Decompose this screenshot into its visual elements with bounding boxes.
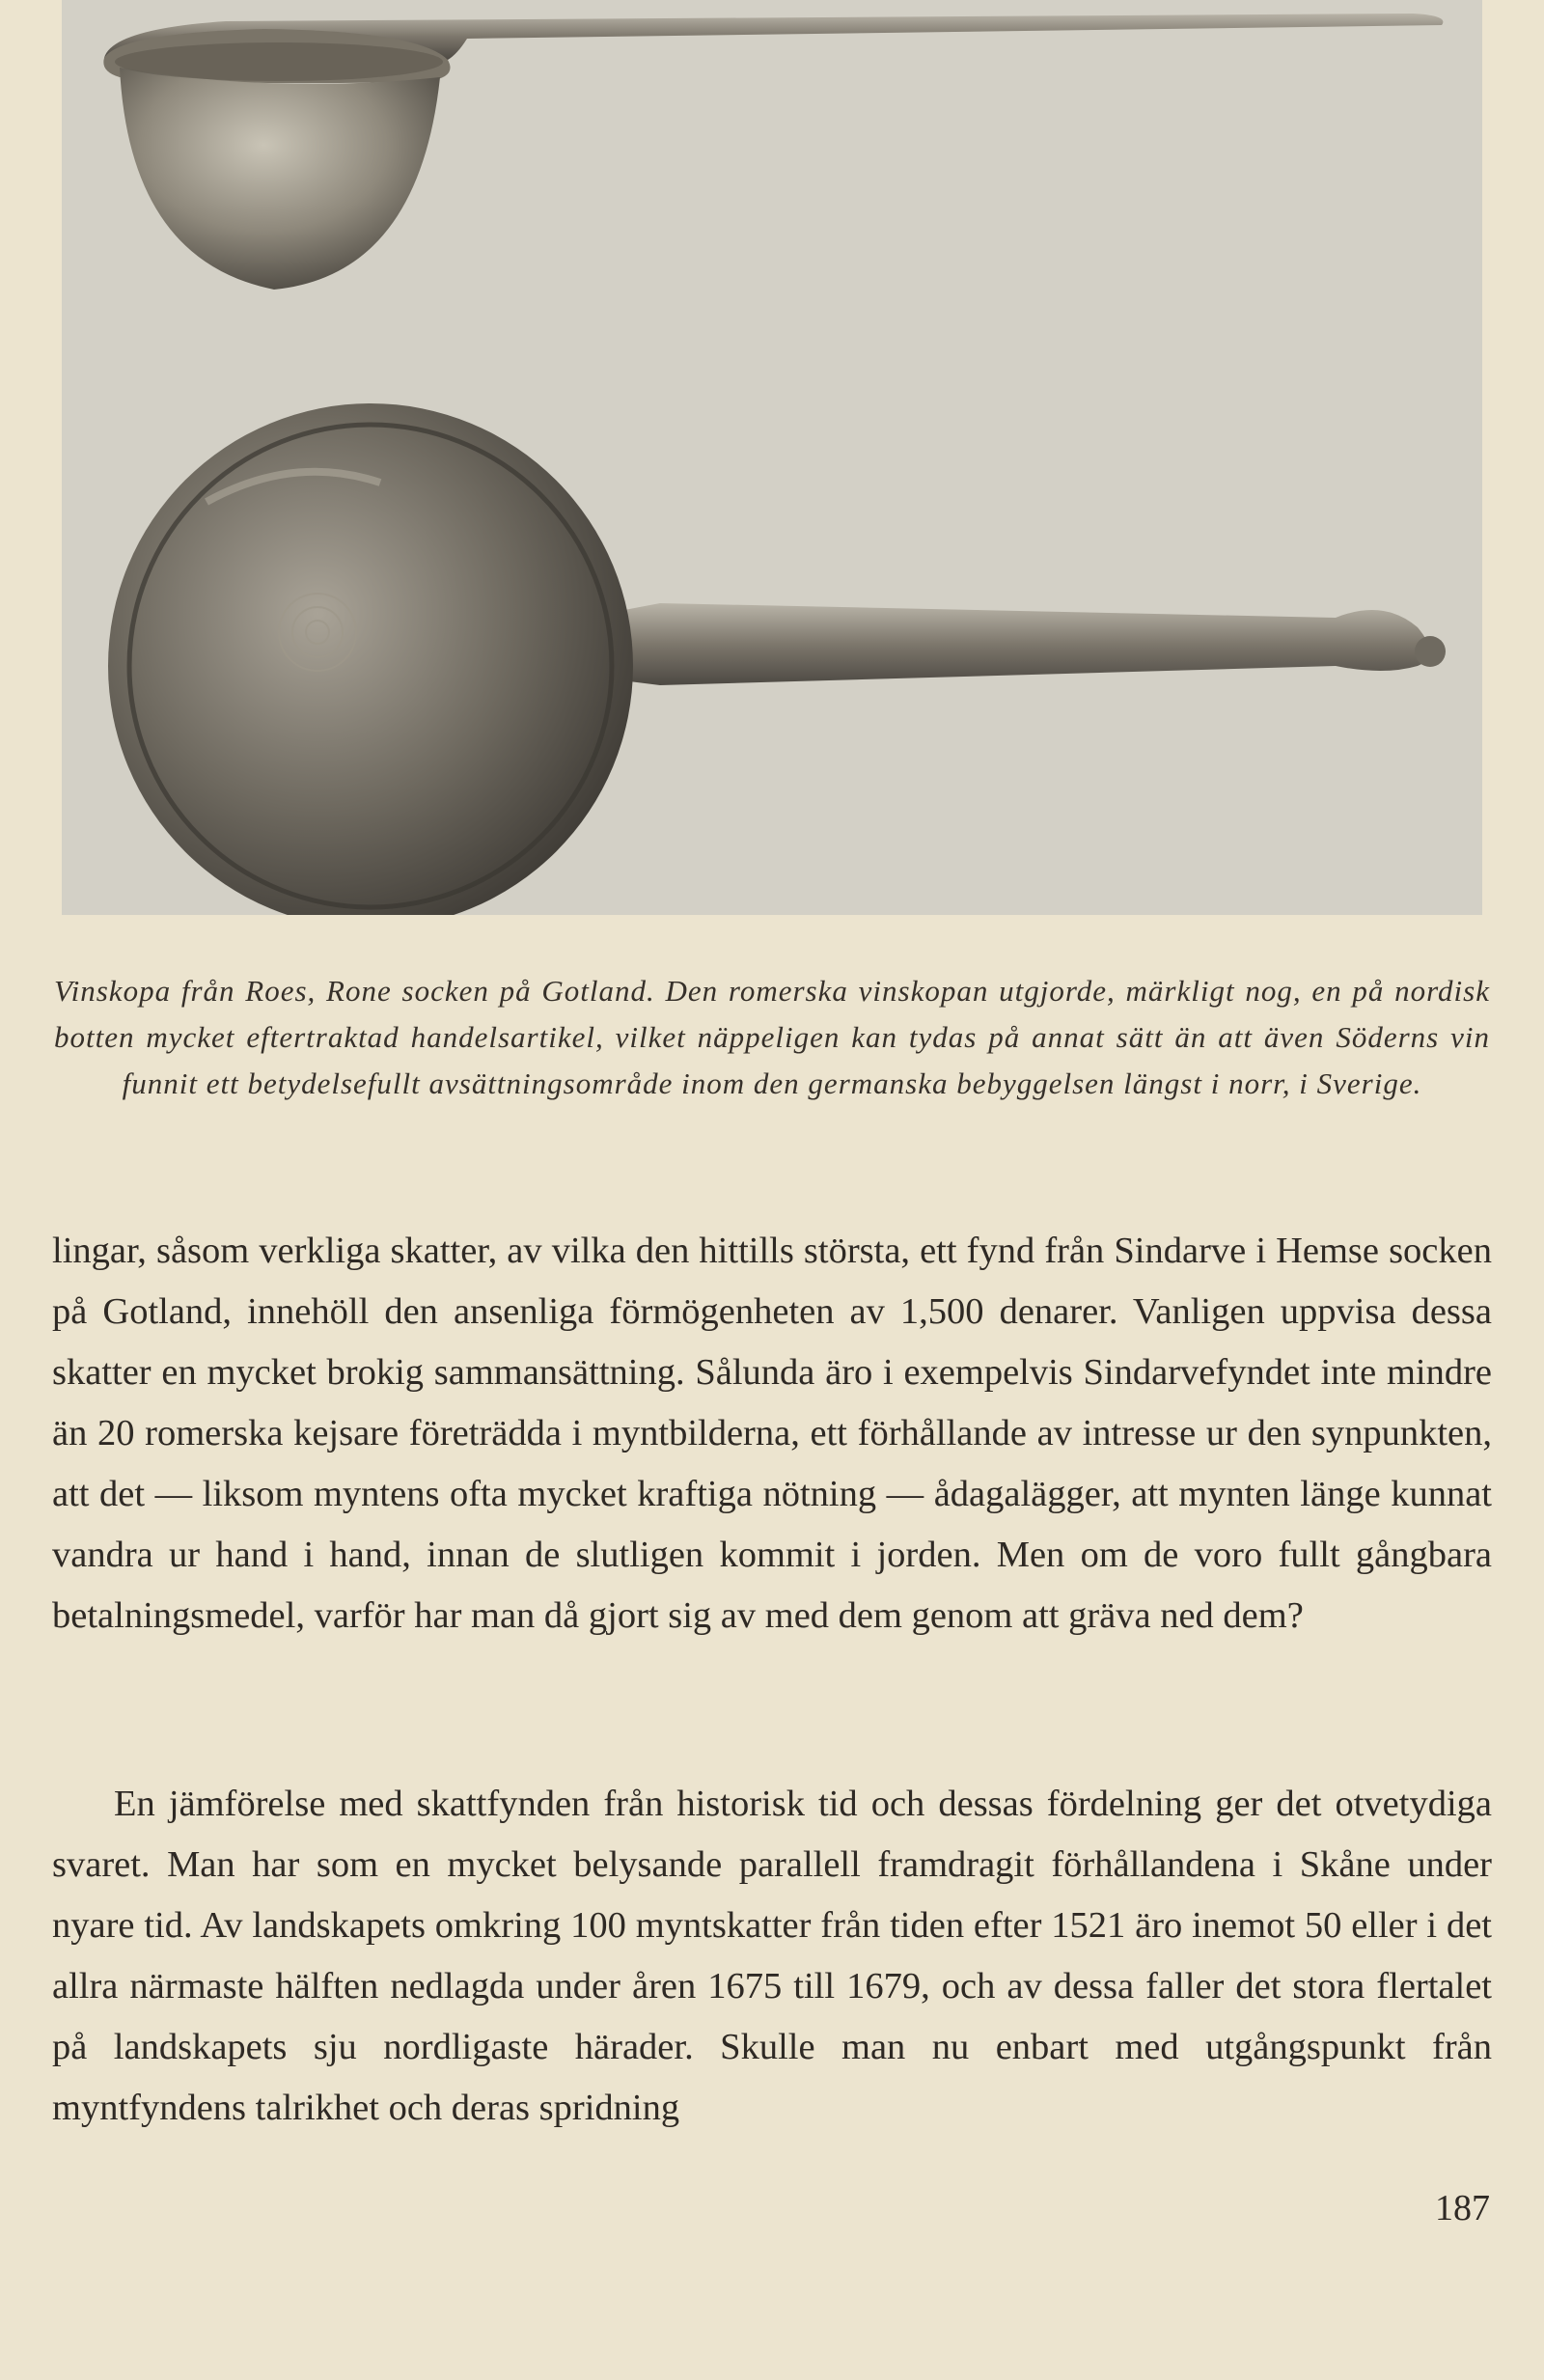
body-paragraph: lingar, såsom verkliga skatter, av vilka den hittills största, ett fynd från Sindarve i Hemse socken på Gotland, innehöll den ansenliga förmögenheten av 1,500 denarer. Vanligen uppvisa dessa skatter en mycket brokig sammansättning. Sålunda äro i exempelvis Sindarvefyndet inte mindre än 20 romerska kejsare företrädda i myntbilderna, ett förhållande av intresse ur den synpunkten, att det — liksom myntens ofta mycket kraftiga nötning — ådagalägger, att mynten länge kunnat vandra ur hand i hand, innan de slutligen kommit i jorden. Men om de voro fullt gångbara betalningsmedel, varför har man då gjort sig av med dem genom att gräva ned dem? xyxy=(52,1230,1492,1636)
body-paragraph: En jämförelse med skattfynden från historisk tid och dessas fördelning ger det otvetydiga svaret. Man har som en mycket belysande parallell framdragit förhållandena i Skåne under nyare tid. Av landskapets omkring 100 myntskatter från tiden efter 1521 äro inemot 50 eller i det allra närmaste hälften nedlagda under åren 1675 till 1679, och av dessa faller det stora flertalet på landskapets sju nordligaste härader. Skulle man nu enbart med utgångspunkt från myntfyndens talrikhet och deras spridning xyxy=(52,1783,1492,2128)
page-number: 187 xyxy=(1435,2188,1490,2228)
ladle-photograph xyxy=(62,0,1482,915)
figure-caption: Vinskopa från Roes, Rone socken på Gotland. Den romerska vinskopan utgjorde, märkligt nog, en på nordisk botten mycket eftertraktad handelsartikel, vilket näppeligen kan tydas på annat sätt än att även Söderns vin funnit ett betydelsefullt avsättningsområde inom den germanska bebyggelsen längst i norr, i Sverige. xyxy=(54,974,1490,1100)
